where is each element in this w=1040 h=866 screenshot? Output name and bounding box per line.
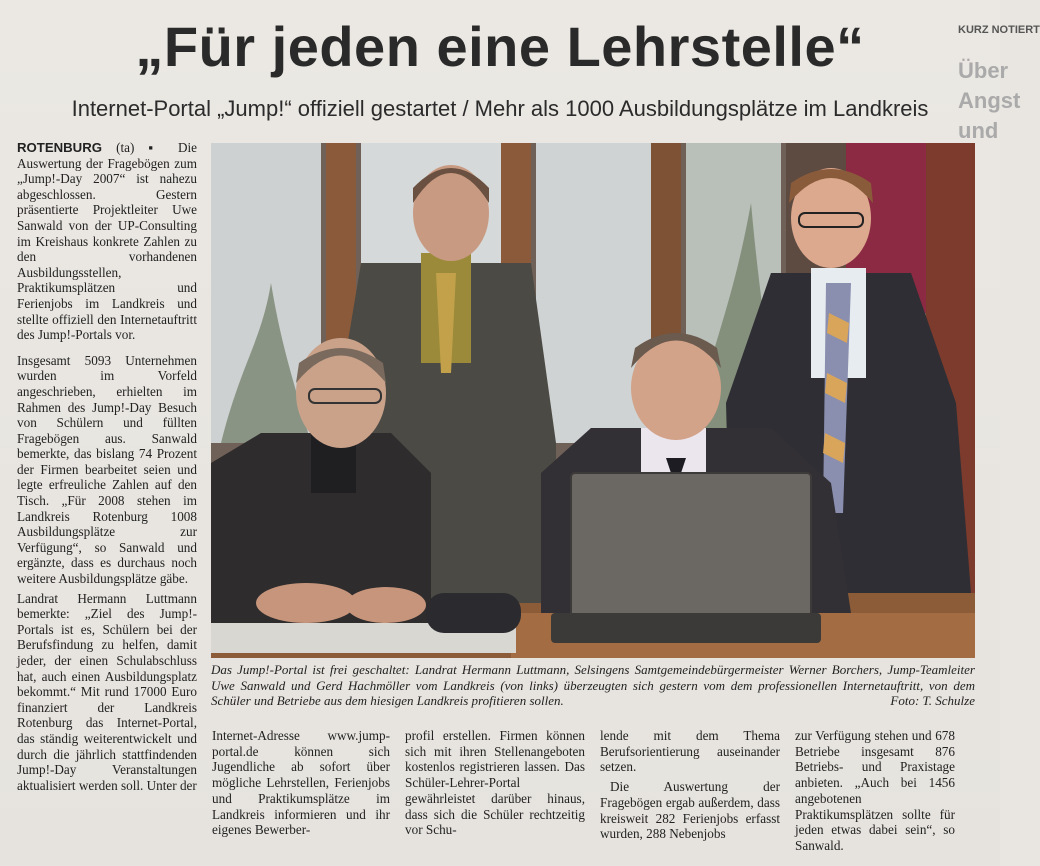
adjacent-sidebar — [958, 24, 1040, 864]
left-column — [17, 140, 197, 803]
sidebar-label: KURZ NOTIERT — [958, 24, 1040, 36]
headline: „Für jeden eine Lehrstelle“ — [135, 15, 865, 78]
column-5: zur Verfügung stehen und 678 Betriebe insgesamt 876 Betriebs- und Praxistage anbieten. „Auch bei 1456 angebotenen Praktikumsplätzen sollte für jeden etwas dabei sein“, so Sanwald. — [795, 728, 955, 853]
column-4 — [600, 728, 780, 842]
photo-credit: Foto: T. Schulze — [890, 693, 975, 708]
lead-text: (ta) ▪ Die Auswertung der Fragebögen zum „Jump!-Day 2007“ ist nahezu abgeschlossen. Gestern präsentierte Projektleiter Uwe Sanwald von der UP-Consulting im Kreishaus konkrete Zahlen zu den vorhandenen Ausbildungsstellen, Praktikumsplätzen und Ferienjobs im Landkreis und stellte offiziell den Internetauftritt des Jump!-Portals vor. — [17, 140, 197, 343]
photo-illustration — [211, 143, 975, 658]
subheadline: Internet-Portal „Jump!“ offiziell gestartet / Mehr als 1000 Ausbildungsplätze im Landkreis — [71, 96, 929, 121]
caption-text: Das Jump!-Portal ist frei geschaltet: Landrat Hermann Luttmann, Selsingens Samtgemeindebürgermeister Werner Borchers, Jump-Teamleiter Uwe Sanwald und Gerd Hachmöller vom Landkreis (von links) überzeugten sich gestern vom dem professionellen Internetauftritt, von dem Schüler und Betriebe aus dem hiesigen Landkreis profitieren sollen. — [211, 662, 975, 708]
article-photo — [211, 143, 975, 658]
column-3: profil erstellen. Firmen können sich mit ihren Stellenangeboten kostenlos registrieren lassen. Das Schüler-Lehrer-Portal gewährleistet darüber hinaus, dass sich die Schüler rechtzeitig vor Schu- — [405, 728, 585, 838]
photo-caption — [211, 662, 975, 709]
sidebar-text: Über Angst und — [958, 58, 1021, 143]
paragraph-2: Insgesamt 5093 Unternehmen wurden im Vorfeld angeschrieben, erhielten im Rahmen des Jump!-Day Besuch von Schülern und füllten Fragebögen aus. Sanwald bemerkte, das bislang 74 Prozent der Firmen bearbeitet seien und legte erfreuliche Zahlen auf den Tisch. „Für 2008 stehen im Landkreis Rotenburg 1008 Ausbildungsplätze zur Verfügung“, so Sanwald und ergänzte, dass es durchaus noch weitere Ausbildungsplätze gäbe. — [17, 352, 197, 587]
dateline: ROTENBURG — [17, 140, 102, 155]
lead-paragraph — [17, 140, 197, 343]
paragraph-3: Landrat Hermann Luttmann bemerkte: „Ziel des Jump!-Portals ist es, Schülern bei der Berufsfindung zu helfen, damit jeder, der einen Schulabschluss hat, auch einen Ausbildungsplatz bekommt.“ Mit rund 17000 Euro finanziert der Landkreis Rotenburg das Internet-Portal, das ständig weiterentwickelt und durch die jährlich stattfindenden Jump!-Day Veranstaltungen aktualisiert werden soll. Unter der — [17, 590, 197, 793]
column-4-para-1: lende mit dem Thema Berufsorientierung auseinander setzen. — [600, 728, 780, 775]
column-4-para-2: Die Auswertung der Fragebögen ergab außerdem, dass kreisweit 282 Ferienjobs erfasst wurden, 288 Nebenjobs — [600, 779, 780, 842]
column-2: Internet-Adresse www.jumpportal.de können sich Jugendliche ab sofort über mögliche Lehrstellen, Ferienjobs und Praktikumsplätze im Landkreis informieren und ihr eigenes Bewerber- — [212, 728, 390, 838]
